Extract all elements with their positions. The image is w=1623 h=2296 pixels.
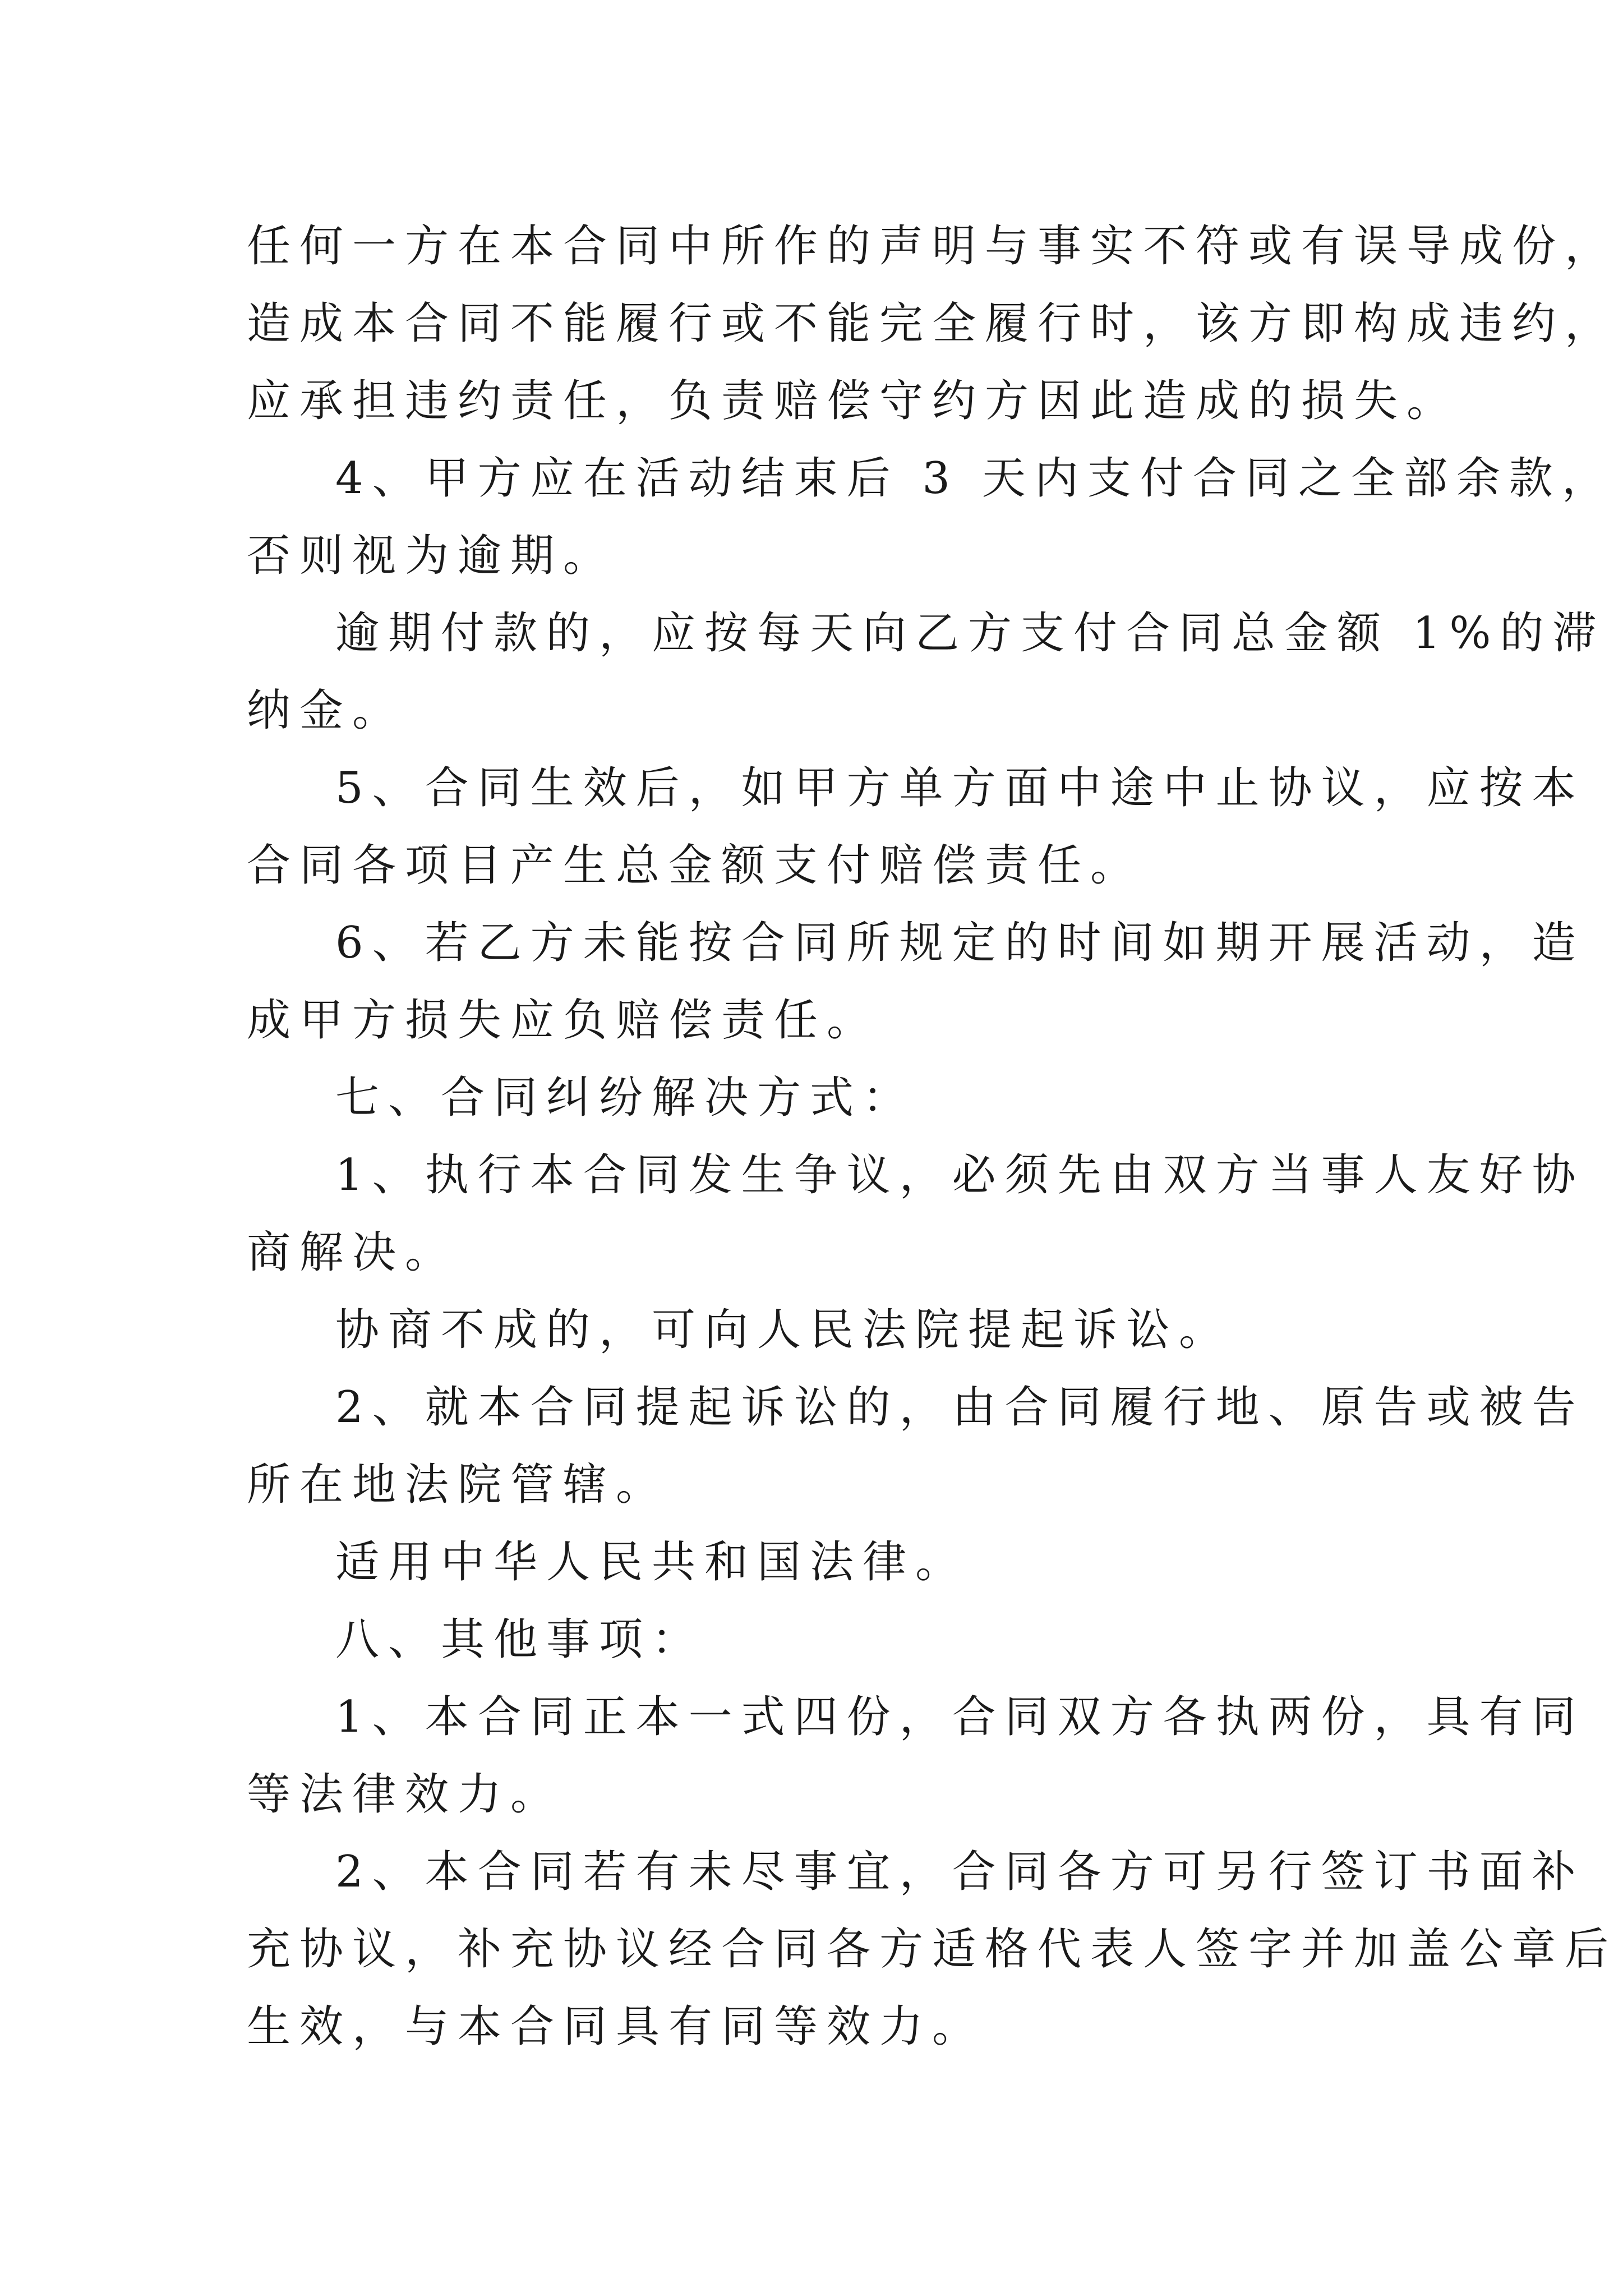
paragraph-line: 1、本合同正本一式四份，合同双方各执两份，具有同 xyxy=(335,1692,1585,1742)
paragraph-line: 所在地法院管辖。 xyxy=(247,1460,669,1510)
paragraph-line: 否则视为逾期。 xyxy=(247,531,616,581)
paragraph-line: 任何一方在本合同中所作的声明与事实不符或有误导成份， xyxy=(247,221,1618,272)
section-heading: 八、其他事项： xyxy=(335,1614,705,1665)
paragraph-line: 成甲方损失应负赔偿责任。 xyxy=(247,995,880,1046)
paragraph-line: 适用中华人民共和国法律。 xyxy=(335,1537,969,1588)
paragraph-line: 纳金。 xyxy=(247,685,405,736)
paragraph-line: 等法律效力。 xyxy=(247,1769,564,1820)
paragraph-line: 应承担违约责任，负责赔偿守约方因此造成的损失。 xyxy=(247,376,1460,426)
paragraph-line: 充协议，补充协议经合同各方适格代表人签字并加盖公章后 xyxy=(247,1924,1618,1975)
paragraph-line: 协商不成的，可向人民法院提起诉讼。 xyxy=(335,1305,1232,1355)
paragraph-line: 合同各项目产生总金额支付赔偿责任。 xyxy=(247,840,1144,891)
paragraph-line: 2、本合同若有未尽事宜，合同各方可另行签订书面补 xyxy=(335,1847,1585,1897)
paragraph-line: 2、就本合同提起诉讼的，由合同履行地、原告或被告 xyxy=(335,1382,1585,1433)
paragraph-line: 1、执行本合同发生争议，必须先由双方当事人友好协 xyxy=(335,1150,1585,1200)
paragraph-line: 生效，与本合同具有同等效力。 xyxy=(247,2001,985,2052)
section-heading: 七、合同纠纷解决方式： xyxy=(335,1073,916,1123)
paragraph-line: 造成本合同不能履行或不能完全履行时，该方即构成违约， xyxy=(247,298,1618,349)
paragraph-line: 6、若乙方未能按合同所规定的时间如期开展活动，造 xyxy=(335,918,1585,968)
paragraph-line: 5、合同生效后，如甲方单方面中途中止协议，应按本 xyxy=(335,763,1585,813)
paragraph-line: 逾期付款的，应按每天向乙方支付合同总金额 1%的滞 xyxy=(335,608,1606,659)
paragraph-line: 4、甲方应在活动结束后 3 天内支付合同之全部余款， xyxy=(335,453,1615,504)
paragraph-line: 商解决。 xyxy=(247,1227,458,1278)
